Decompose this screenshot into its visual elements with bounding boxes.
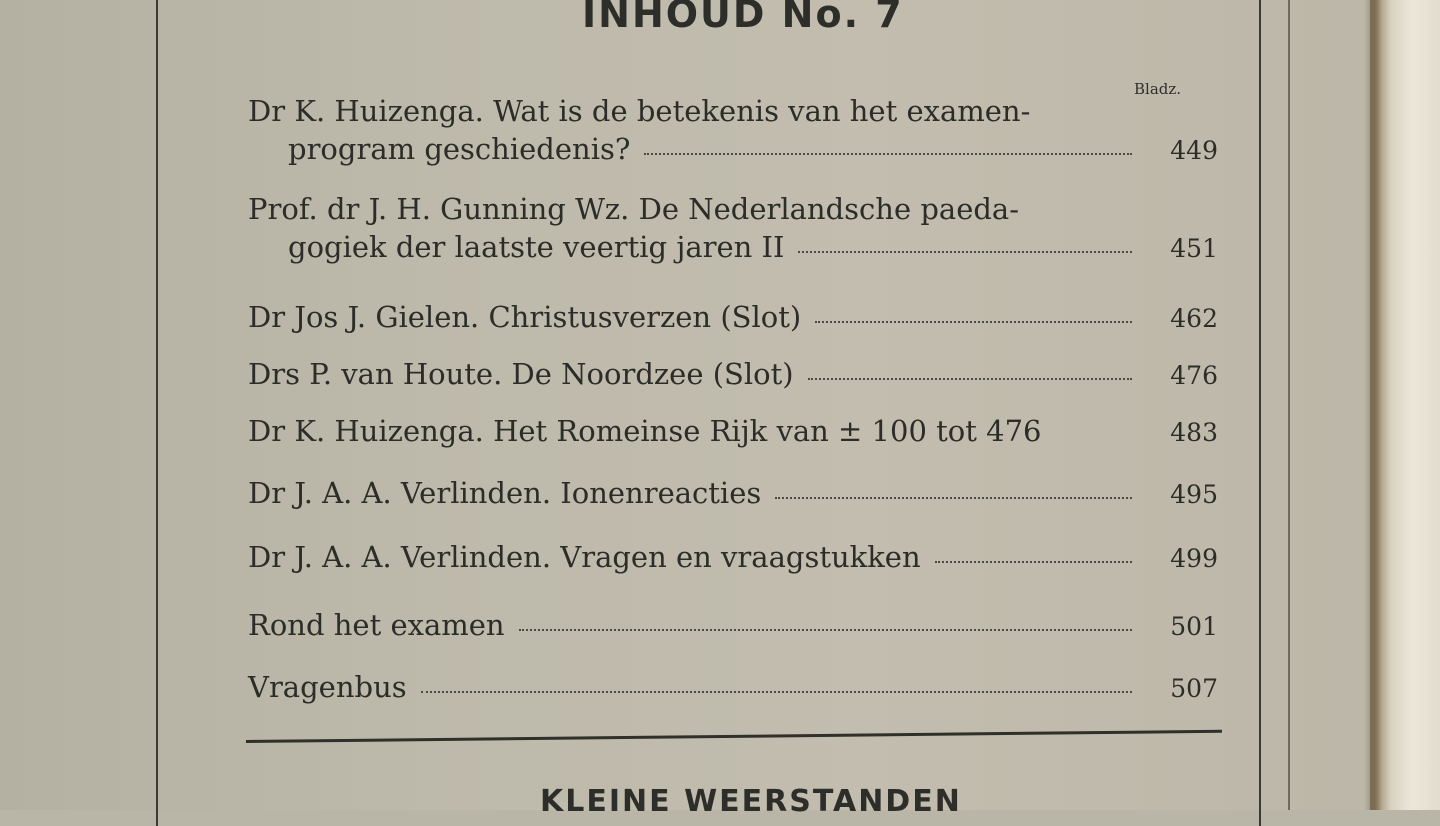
page-column-label: Bladz. [1134, 80, 1182, 98]
toc-entry [248, 192, 1218, 268]
dot-leader [808, 378, 1132, 380]
dot-leader [775, 497, 1132, 499]
toc-entry [248, 94, 1218, 170]
toc-entry-line [248, 132, 1218, 170]
toc-entry-page: 476 [1170, 361, 1218, 390]
toc-entry [248, 414, 1218, 452]
toc-entry-page: 449 [1170, 136, 1218, 165]
dot-leader [1055, 435, 1132, 437]
toc-entry-line [248, 230, 1218, 268]
toc-entry-title: Vragenbus [248, 670, 407, 704]
toc-entry-line [248, 670, 1218, 708]
toc-heading: INHOUD No. 7 [582, 0, 904, 36]
toc-entry-title: Dr K. Huizenga. Wat is de betekenis van het examen- [248, 94, 1031, 128]
toc-entry [248, 357, 1218, 395]
toc-entry-line [248, 192, 1218, 230]
toc-entry-title: Rond het examen [248, 608, 505, 642]
toc-entry-line [248, 357, 1218, 395]
dot-leader [644, 153, 1132, 155]
dot-leader [798, 251, 1132, 253]
toc-entry [248, 608, 1218, 646]
toc-entry-line [248, 94, 1218, 132]
dot-leader [815, 321, 1132, 323]
toc-entry-line [248, 414, 1218, 452]
page-edge-shadow [1364, 0, 1382, 810]
toc-entry-line [248, 300, 1218, 338]
section-heading: KLEINE WEERSTANDEN [540, 784, 962, 819]
toc-entry [248, 476, 1218, 514]
toc-entry-title: Dr J. A. A. Verlinden. Vragen en vraagstukken [248, 540, 921, 574]
toc-entry [248, 670, 1218, 708]
toc-entry-title: Drs P. van Houte. De Noordzee (Slot) [248, 357, 794, 391]
toc-entry-page: 483 [1170, 418, 1218, 447]
toc-entry-page: 507 [1170, 674, 1218, 703]
toc-entry-line [248, 476, 1218, 514]
toc-entry-page: 451 [1170, 234, 1218, 263]
toc-entry-title: Dr Jos J. Gielen. Christusverzen (Slot) [248, 300, 802, 334]
toc-entry-page: 499 [1170, 544, 1218, 573]
toc-entry-line [248, 540, 1218, 578]
dot-leader [519, 629, 1132, 631]
toc-entry-line [248, 608, 1218, 646]
outer-frame-line [1288, 0, 1290, 810]
toc-entry-title: program geschiedenis? [288, 132, 631, 166]
toc-entry-title: gogiek der laatste veertig jaren II [288, 230, 785, 264]
toc-entry-page: 462 [1170, 304, 1218, 333]
toc-entry-title: Dr K. Huizenga. Het Romeinse Rijk van ± 100 tot 476 [248, 414, 1042, 448]
toc-entry-title: Dr J. A. A. Verlinden. Ionenreacties [248, 476, 762, 510]
toc-entry-page: 501 [1170, 612, 1218, 641]
toc-entry [248, 300, 1218, 338]
toc-entry-page: 495 [1170, 480, 1218, 509]
toc-entry-title: Prof. dr J. H. Gunning Wz. De Nederlandsche paeda- [248, 192, 1020, 226]
toc-entry [248, 540, 1218, 578]
dot-leader [935, 561, 1132, 563]
dot-leader [421, 691, 1132, 693]
